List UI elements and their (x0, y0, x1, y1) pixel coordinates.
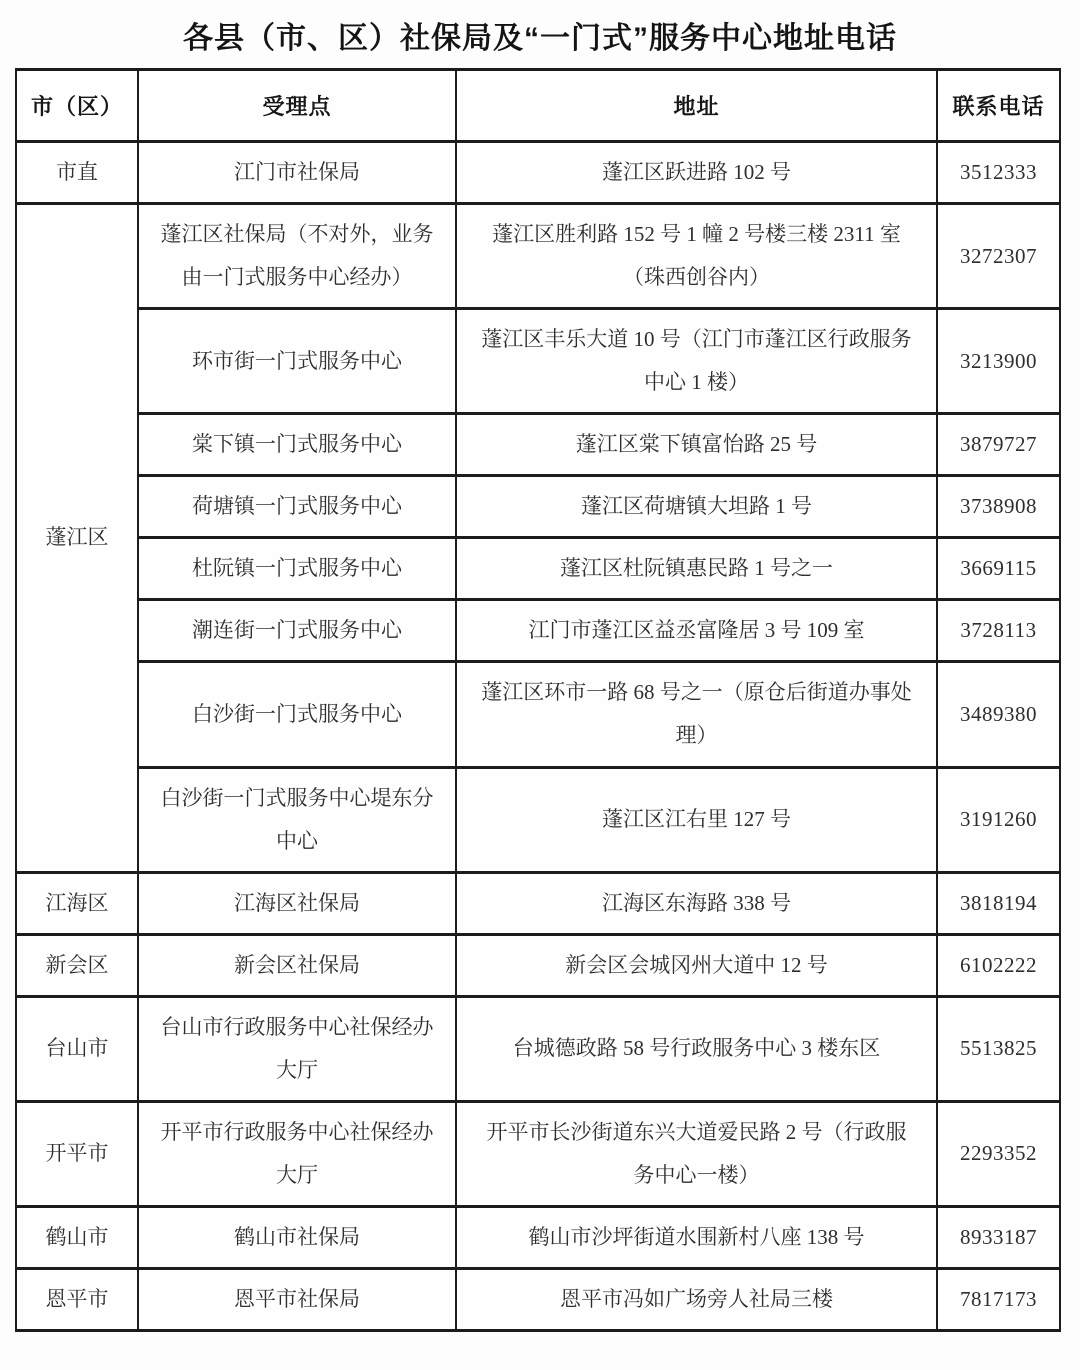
address-cell: 蓬江区胜利路 152 号 1 幢 2 号楼三楼 2311 室（珠西创谷内） (456, 204, 937, 309)
address-cell: 蓬江区丰乐大道 10 号（江门市蓬江区行政服务中心 1 楼） (456, 309, 937, 414)
office-cell: 荷塘镇一门式服务中心 (138, 476, 456, 538)
table-row (16, 538, 1060, 600)
office-cell: 新会区社保局 (138, 934, 456, 996)
table-row (16, 872, 1060, 934)
address-cell: 新会区会城冈州大道中 12 号 (456, 934, 937, 996)
office-cell: 开平市行政服务中心社保经办大厅 (138, 1101, 456, 1206)
address-cell: 蓬江区跃进路 102 号 (456, 142, 937, 204)
table-row (16, 204, 1060, 309)
region-cell: 鹤山市 (16, 1206, 138, 1268)
table-row (16, 142, 1060, 204)
office-cell: 环市街一门式服务中心 (138, 309, 456, 414)
table-row (16, 600, 1060, 662)
office-cell: 潮连街一门式服务中心 (138, 600, 456, 662)
region-cell: 开平市 (16, 1101, 138, 1206)
table-body (16, 142, 1060, 1331)
region-cell: 江海区 (16, 872, 138, 934)
phone-cell: 3489380 (937, 662, 1060, 767)
phone-cell: 7817173 (937, 1268, 1060, 1330)
office-cell: 白沙街一门式服务中心堤东分中心 (138, 767, 456, 872)
address-cell: 蓬江区江右里 127 号 (456, 767, 937, 872)
region-cell: 蓬江区 (16, 204, 138, 873)
address-cell: 恩平市冯如广场旁人社局三楼 (456, 1268, 937, 1330)
address-cell: 蓬江区环市一路 68 号之一（原仓后街道办事处理） (456, 662, 937, 767)
address-cell: 开平市长沙街道东兴大道爱民路 2 号（行政服务中心一楼） (456, 1101, 937, 1206)
directory-table (15, 68, 1061, 1332)
office-cell: 棠下镇一门式服务中心 (138, 414, 456, 476)
office-cell: 鹤山市社保局 (138, 1206, 456, 1268)
phone-cell: 3738908 (937, 476, 1060, 538)
header-row (16, 70, 1060, 142)
address-cell: 江门市蓬江区益丞富隆居 3 号 109 室 (456, 600, 937, 662)
table-row (16, 476, 1060, 538)
col-header-address: 地址 (456, 70, 937, 142)
office-cell: 江门市社保局 (138, 142, 456, 204)
office-cell: 白沙街一门式服务中心 (138, 662, 456, 767)
table-row (16, 767, 1060, 872)
phone-cell: 8933187 (937, 1206, 1060, 1268)
table-row (16, 1268, 1060, 1330)
phone-cell: 3728113 (937, 600, 1060, 662)
address-cell: 蓬江区棠下镇富怡路 25 号 (456, 414, 937, 476)
office-cell: 江海区社保局 (138, 872, 456, 934)
office-cell: 杜阮镇一门式服务中心 (138, 538, 456, 600)
address-cell: 鹤山市沙坪街道水围新村八座 138 号 (456, 1206, 937, 1268)
region-cell: 新会区 (16, 934, 138, 996)
col-header-region: 市（区） (16, 70, 138, 142)
table-row (16, 934, 1060, 996)
table-row (16, 996, 1060, 1101)
col-header-phone: 联系电话 (937, 70, 1060, 142)
address-cell: 台城德政路 58 号行政服务中心 3 楼东区 (456, 996, 937, 1101)
page-title: 各县（市、区）社保局及“一门式”服务中心地址电话 (183, 22, 897, 55)
region-cell: 台山市 (16, 996, 138, 1101)
table-row (16, 309, 1060, 414)
phone-cell: 2293352 (937, 1101, 1060, 1206)
phone-cell: 3669115 (937, 538, 1060, 600)
table-header (16, 70, 1060, 142)
phone-cell: 3512333 (937, 142, 1060, 204)
col-header-office: 受理点 (138, 70, 456, 142)
phone-cell: 3272307 (937, 204, 1060, 309)
phone-cell: 6102222 (937, 934, 1060, 996)
table-row (16, 414, 1060, 476)
phone-cell: 3213900 (937, 309, 1060, 414)
region-cell: 市直 (16, 142, 138, 204)
office-cell: 蓬江区社保局（不对外，业务由一门式服务中心经办） (138, 204, 456, 309)
table-row (16, 1206, 1060, 1268)
table-row (16, 662, 1060, 767)
phone-cell: 3191260 (937, 767, 1060, 872)
office-cell: 台山市行政服务中心社保经办大厅 (138, 996, 456, 1101)
phone-cell: 5513825 (937, 996, 1060, 1101)
address-cell: 江海区东海路 338 号 (456, 872, 937, 934)
address-cell: 蓬江区荷塘镇大坦路 1 号 (456, 476, 937, 538)
table-row (16, 1101, 1060, 1206)
phone-cell: 3879727 (937, 414, 1060, 476)
office-cell: 恩平市社保局 (138, 1268, 456, 1330)
region-cell: 恩平市 (16, 1268, 138, 1330)
phone-cell: 3818194 (937, 872, 1060, 934)
address-cell: 蓬江区杜阮镇惠民路 1 号之一 (456, 538, 937, 600)
